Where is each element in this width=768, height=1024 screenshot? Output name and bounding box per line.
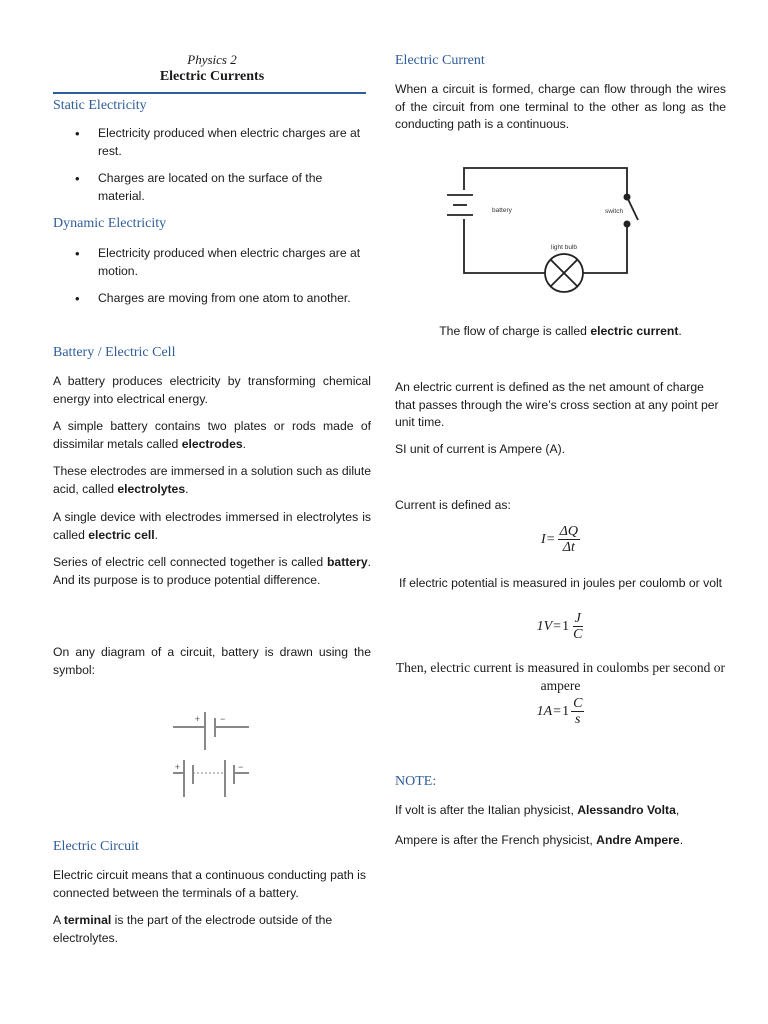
title-underline xyxy=(53,92,366,94)
battery-paragraph-4: A single device with electrodes immersed in electrolytes is called electric cell. xyxy=(53,510,371,542)
circuit-paragraph-2: A terminal is the part of the electrode outside of the electrolytes. xyxy=(53,913,333,945)
list-item: • Electricity produced when electric charges are at rest. xyxy=(53,125,371,160)
battery-paragraph-1: A battery produces electricity by transforming chemical energy into electrical energy. xyxy=(53,374,371,406)
heading-note: NOTE: xyxy=(395,774,437,789)
current-paragraph-5: If electric potential is measured in joules per coulomb or volt xyxy=(398,576,723,590)
list-item: • Charges are moving from one atom to another. xyxy=(53,290,371,308)
name-ampere: Andre Ampere xyxy=(596,833,680,847)
current-paragraph-3: SI unit of current is Ampere (A). xyxy=(395,442,566,456)
heading-static-electricity: Static Electricity xyxy=(53,98,147,113)
note-line-2: Ampere is after the French physicist, Andre Ampere. xyxy=(395,833,684,847)
current-paragraph-1: When a circuit is formed, charge can flow through the wires of the circuit from one terminal to the other as long as the conducting path is a continuous. xyxy=(395,82,726,131)
note-line-1: If volt is after the Italian physicist, Alessandro Volta, xyxy=(395,803,680,817)
subject-label: Physics 2 xyxy=(187,52,237,67)
battery-paragraph-6: On any diagram of a circuit, battery is drawn using the symbol: xyxy=(53,645,371,677)
battery-label: battery xyxy=(492,207,512,214)
current-paragraph-2: An electric current is defined as the net amount of charge that passes through the wire’s cross section at any point per unit time. xyxy=(395,380,719,429)
plus-sign: + xyxy=(174,762,180,772)
battery-paragraph-2: A simple battery contains two plates or rods made of dissimilar metals called electrodes. xyxy=(53,419,371,451)
battery-symbol-diagram xyxy=(168,700,258,805)
page-title: Electric Currents xyxy=(159,69,265,84)
plus-sign: + xyxy=(194,714,200,724)
term-electric-current: electric current xyxy=(590,324,679,338)
heading-battery: Battery / Electric Cell xyxy=(53,345,176,360)
term-terminal: terminal xyxy=(63,913,112,927)
heading-electric-circuit: Electric Circuit xyxy=(53,839,139,854)
dynamic-bullet-list xyxy=(53,245,371,308)
switch-label: switch xyxy=(605,208,624,215)
current-caption: The flow of charge is called electric current. xyxy=(439,324,682,338)
circuit-paragraph-1: Electric circuit means that a continuous conducting path is connected between the terminals of a battery. xyxy=(53,868,366,900)
list-item: • Electricity produced when electric charges are at motion. xyxy=(53,245,371,280)
term-battery: battery xyxy=(326,555,368,569)
minus-sign: − xyxy=(238,762,244,772)
term-electric-cell: electric cell xyxy=(88,527,155,542)
term-electrodes: electrodes xyxy=(181,436,243,451)
equation-current-definition: I = $\frac{\Delta Q}{\Delta t}$ xyxy=(541,524,578,555)
minus-sign: − xyxy=(220,714,226,724)
term-electrolytes: electrolytes xyxy=(117,481,186,496)
list-item: • Charges are located on the surface of the material. xyxy=(53,170,371,205)
circuit-diagram xyxy=(445,160,645,300)
heading-electric-current: Electric Current xyxy=(395,53,485,68)
heading-dynamic-electricity: Dynamic Electricity xyxy=(53,216,167,231)
battery-paragraph-5: Series of electric cell connected together is called battery. And its purpose is to produce potential difference. xyxy=(53,555,371,587)
equation-volt: 1V = 1 $\frac{J}{C}$ xyxy=(536,611,583,642)
battery-paragraph-3: These electrodes are immersed in a solution such as dilute acid, called electrolytes. xyxy=(53,464,371,496)
current-paragraph-6: Then, electric current is measured in coulombs per second or ampere xyxy=(395,660,726,693)
equation-ampere: 1A = 1 $\frac{C}{s}$ xyxy=(536,696,583,727)
switch-contact xyxy=(624,221,631,228)
switch-contact xyxy=(624,194,631,201)
static-bullet-list xyxy=(53,125,371,205)
name-volta: Alessandro Volta xyxy=(577,803,676,817)
light-bulb-label: light bulb xyxy=(551,244,578,251)
current-paragraph-4: Current is defined as: xyxy=(395,498,511,512)
